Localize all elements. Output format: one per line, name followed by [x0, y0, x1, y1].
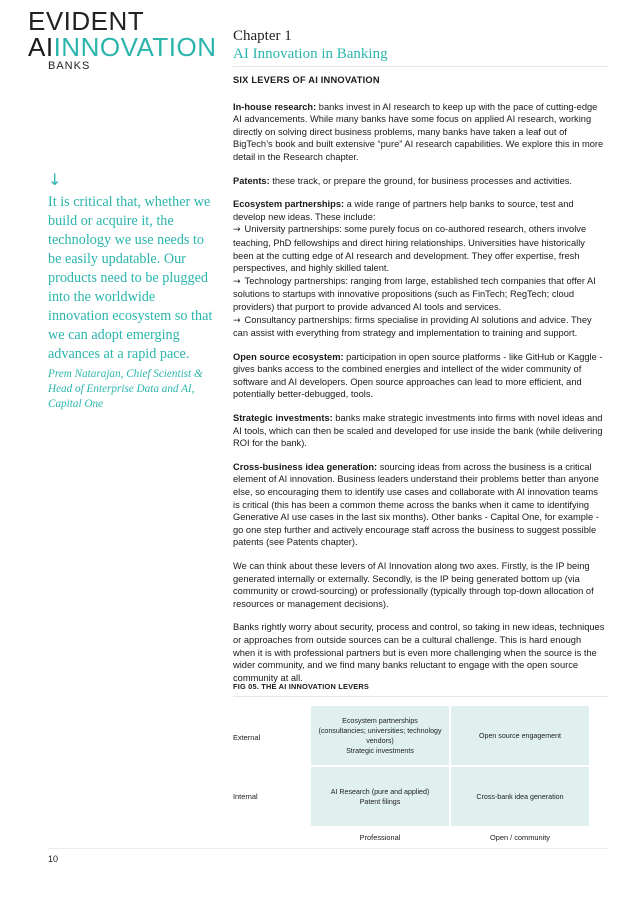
paragraph-cross-business: [233, 461, 605, 549]
bullet-technology: [233, 275, 605, 314]
inhouse-label: In-house research:: [233, 101, 317, 112]
chapter-header: [233, 28, 388, 63]
logo-line-banks: BANKS: [48, 60, 91, 72]
paragraph-ecosystem: [233, 198, 605, 223]
row-label-external: External: [233, 733, 261, 742]
arrow-down-icon: ↓: [48, 170, 62, 189]
bullet-consultancy: [233, 314, 605, 340]
cross-business-text: sourcing ideas from across the business is a critical element of AI innovation. Business leaders understand their problems better than anyone else, so encouraging them to identify use cases and collaborate with AI innovation teams is critical (this has been a common theme across the banks when it came to identifying Generative AI use cases in the last six months). Other banks - Capital One, for example - go one step further and actively encourage staff across the business to suggest possible patents (see Patents chapter).: [233, 461, 599, 548]
strategic-label: Strategic investments:: [233, 413, 333, 424]
figure-divider: [233, 696, 608, 697]
ecosystem-label: Ecosystem partnerships:: [233, 199, 345, 210]
patents-label: Patents:: [233, 175, 270, 186]
ecosystem-text: a wide range of partners help banks to source, test and develop new ideas. These include:: [233, 199, 574, 222]
arrow-right-icon: →: [233, 225, 241, 236]
paragraph-two-axes: We can think about these levers of AI Innovation along two axes. Firstly, is the IP being generated internally or externally. Secondly, is the IP being generated bottom up (via community or crowd-sourcing) or professionally (typically through top-down allocation of resources or management decisions).: [233, 561, 594, 609]
chapter-title: AI Innovation in Banking: [233, 46, 388, 62]
paragraph-security-worry: Banks rightly worry about security, process and control, so taking in new ideas, techniques or approaches from outside sources can be a cultural challenge. This is hard enough when it is with professional partners but is even more challenging when the source is the wider community, and we find many banks reluctant to engage with the open source community at all.: [233, 622, 605, 683]
cross-business-label: Cross-business idea generation:: [233, 461, 378, 472]
page-number: 10: [48, 854, 59, 864]
quote-text: It is critical that, whether we build or acquire it, the technology we use needs to be easily updatable. Our products need to be plugged into the worldwide innovation ecosystem so that we can adopt emerging advances at a rapid pace.: [48, 194, 213, 362]
col-label-open-community: Open / community: [490, 833, 550, 842]
logo-innovation-text: INNOVATION: [53, 32, 217, 62]
pull-quote: [48, 170, 218, 412]
logo-line-evident: EVIDENT: [28, 6, 145, 36]
cell-ecosystem-title: Ecosystem partnerships: [342, 716, 418, 725]
paragraph-strategic-investments: [233, 412, 605, 450]
header-divider: [233, 66, 608, 67]
col-label-professional: Professional: [359, 833, 401, 842]
main-content: [233, 74, 605, 695]
paragraph-open-source: [233, 351, 605, 401]
strategic-text: banks make strategic investments into firms with novel ideas and AI tools, which can then be scaled and developed for use inside the bank (while delivering ROI for the bank).: [233, 413, 603, 449]
cell-external-professional: [311, 706, 449, 765]
arrow-right-icon: →: [233, 315, 241, 326]
bullet-university-text: University partnerships: some purely focus on co-authored research, others involve teaching, PhD fellowships and direct hiring relationships. Universities have historically been at the cutting edge of AI research and development. They offer expertise, fresh perspectives, and highly skilled talent.: [233, 224, 587, 274]
paragraph-patents: [233, 175, 605, 188]
bullet-consultancy-text: Consultancy partnerships: firms specialise in providing AI solutions and advice. They can assist with everything from strategy and implementation to training and support.: [233, 314, 592, 339]
cell-strategic-investments: Strategic investments: [346, 746, 414, 755]
footer-divider: [48, 848, 608, 849]
cell-internal-professional: [311, 767, 449, 826]
inhouse-text: banks invest in AI research to keep up with the pace of cutting-edge AI advancements. While many banks have some focus on applied AI research, working directly on solving direct business problems, many banks have taken a leaf out of BigTech’s book and built extensive “pure” AI research capabilities. We explore this in more detail in the Research chapter.: [233, 101, 604, 162]
row-label-internal: Internal: [233, 792, 258, 801]
bullet-technology-text: Technology partnerships: ranging from large, established tech companies that offer AI solutions to startups with innovative propositions (such as FinTech; RegTech; cloud providers) that purport to provide advanced AI tools and services.: [233, 275, 596, 312]
brand-logo: [28, 8, 217, 72]
open-source-label: Open source ecosystem:: [233, 351, 344, 362]
cell-ecosystem-detail: (consultancies; universities; technology vendors): [318, 726, 442, 745]
paragraph-inhouse-research: [233, 101, 605, 164]
logo-line-ai-innovation: [28, 34, 217, 60]
cell-ai-research: AI Research (pure and applied): [330, 787, 430, 796]
section-heading: SIX LEVERS OF AI INNOVATION: [233, 75, 380, 85]
logo-ai-text: AI: [28, 32, 54, 62]
cell-patent-filings: Patent filings: [359, 797, 401, 806]
cell-internal-open: Cross-bank idea generation: [451, 767, 589, 826]
arrow-right-icon: →: [233, 276, 241, 287]
patents-text: these track, or prepare the ground, for business processes and activities.: [269, 175, 572, 186]
quote-attribution: Prem Natarajan, Chief Scientist & Head of Enterprise Data and AI, Capital One: [48, 368, 203, 410]
open-source-text: participation in open source platforms - like GitHub or Kaggle - gives banks access to the combined energies and intellect of the wider community of software and AI developers. Open source approaches can lead to more efficient, and potentially better-debugged, tools.: [233, 351, 603, 400]
innovation-levers-matrix: [233, 706, 589, 846]
chapter-number: Chapter 1: [233, 28, 292, 44]
cell-external-open: Open source engagement: [451, 706, 589, 765]
bullet-university: [233, 223, 605, 274]
figure-heading: FIG 05. THE AI INNOVATION LEVERS: [233, 682, 370, 691]
